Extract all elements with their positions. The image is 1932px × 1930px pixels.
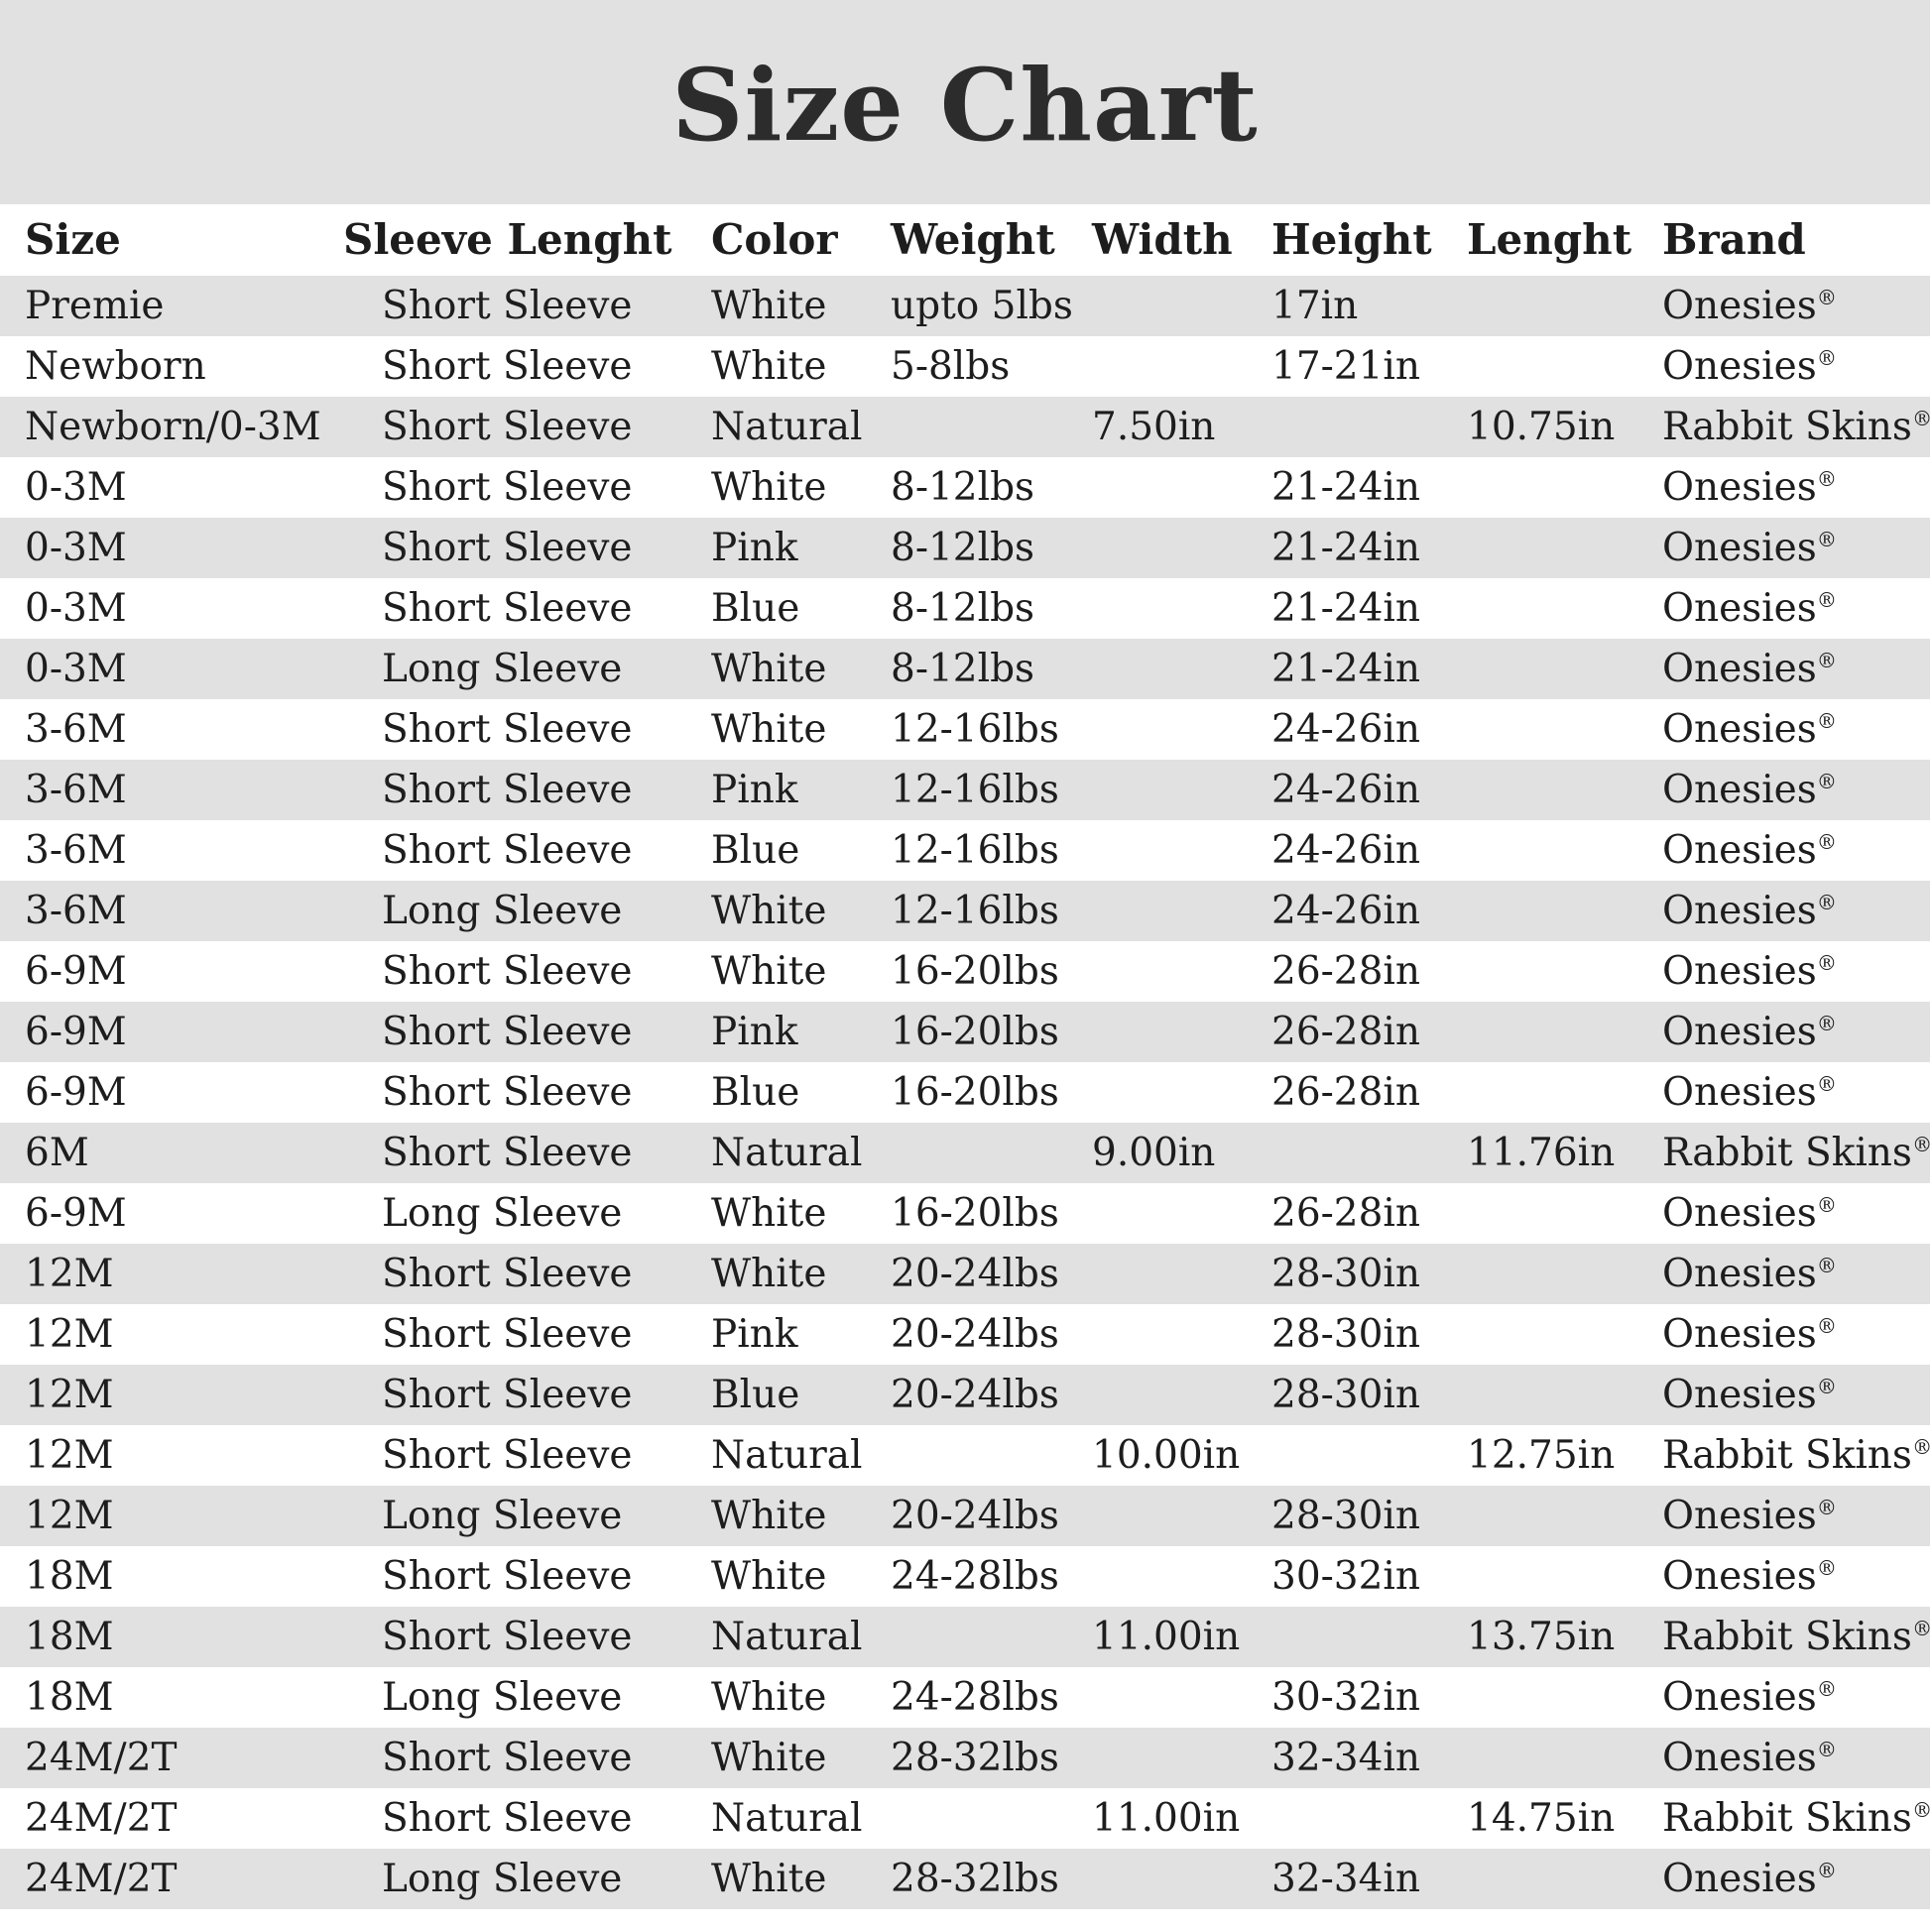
registered-trademark-symbol: ® — [1816, 528, 1838, 551]
table-row — [0, 1183, 1930, 1244]
table-row — [0, 820, 1930, 881]
cell-color: White — [711, 1675, 827, 1720]
cell-height: 24-26in — [1271, 768, 1421, 812]
cell-size: Newborn/0-3M — [25, 405, 321, 449]
cell-width: 11.00in — [1092, 1615, 1241, 1659]
cell-color: White — [711, 647, 827, 691]
table-row — [0, 639, 1930, 699]
header-cell-color: Color — [711, 215, 838, 264]
cell-height: 32-34in — [1271, 1857, 1421, 1901]
header-cell-weight: Weight — [891, 215, 1055, 264]
cell-size: 18M — [25, 1554, 114, 1599]
cell-color: Blue — [711, 828, 800, 873]
cell-sleeve: Short Sleeve — [382, 344, 633, 389]
cell-sleeve: Long Sleeve — [382, 1675, 623, 1720]
cell-color: Pink — [711, 1010, 798, 1054]
cell-color: White — [711, 284, 827, 328]
cell-size: 0-3M — [25, 647, 127, 691]
cell-brand: Rabbit Skins® — [1662, 1433, 1932, 1478]
cell-brand: Onesies® — [1662, 1252, 1838, 1296]
table-row — [0, 1486, 1930, 1546]
cell-color: White — [711, 889, 827, 933]
cell-sleeve: Short Sleeve — [382, 465, 633, 510]
cell-size: 12M — [25, 1433, 114, 1478]
cell-color: Blue — [711, 1373, 800, 1417]
cell-weight: 8-12lbs — [891, 647, 1035, 691]
cell-size: 6-9M — [25, 1010, 127, 1054]
cell-height: 28-30in — [1271, 1373, 1421, 1417]
cell-height: 17in — [1271, 284, 1359, 328]
cell-size: 24M/2T — [25, 1857, 178, 1901]
cell-brand: Onesies® — [1662, 465, 1838, 510]
cell-color: White — [711, 707, 827, 752]
size-chart-table — [0, 204, 1930, 1909]
cell-weight: 16-20lbs — [891, 949, 1059, 994]
cell-sleeve: Short Sleeve — [382, 1252, 633, 1296]
cell-weight: 12-16lbs — [891, 889, 1059, 933]
table-row — [0, 1365, 1930, 1425]
cell-sleeve: Short Sleeve — [382, 1131, 633, 1175]
table-row — [0, 578, 1930, 639]
cell-color: Natural — [711, 1796, 863, 1841]
registered-trademark-symbol: ® — [1816, 1314, 1838, 1338]
cell-size: 12M — [25, 1252, 114, 1296]
cell-width: 9.00in — [1092, 1131, 1216, 1175]
cell-brand: Onesies® — [1662, 1070, 1838, 1115]
cell-color: Blue — [711, 586, 800, 631]
registered-trademark-symbol: ® — [1816, 830, 1838, 854]
table-row — [0, 397, 1930, 457]
cell-sleeve: Short Sleeve — [382, 586, 633, 631]
registered-trademark-symbol: ® — [1816, 1496, 1838, 1519]
cell-brand: Onesies® — [1662, 707, 1838, 752]
cell-brand: Onesies® — [1662, 1554, 1838, 1599]
table-row — [0, 1788, 1930, 1849]
cell-color: White — [711, 1252, 827, 1296]
table-row — [0, 881, 1930, 941]
cell-sleeve: Short Sleeve — [382, 526, 633, 570]
cell-lenght: 12.75in — [1467, 1433, 1616, 1478]
cell-brand: Onesies® — [1662, 949, 1838, 994]
cell-height: 28-30in — [1271, 1494, 1421, 1538]
registered-trademark-symbol: ® — [1911, 1798, 1932, 1822]
cell-size: 3-6M — [25, 707, 127, 752]
cell-height: 21-24in — [1271, 647, 1421, 691]
cell-color: White — [711, 344, 827, 389]
page-title: Size Chart — [671, 47, 1259, 164]
table-row — [0, 699, 1930, 760]
cell-weight: 16-20lbs — [891, 1070, 1059, 1115]
registered-trademark-symbol: ® — [1816, 1859, 1838, 1882]
registered-trademark-symbol: ® — [1816, 286, 1838, 309]
cell-sleeve: Long Sleeve — [382, 889, 623, 933]
cell-sleeve: Short Sleeve — [382, 284, 633, 328]
cell-weight: 24-28lbs — [891, 1554, 1059, 1599]
cell-color: White — [711, 1191, 827, 1236]
cell-size: 6M — [25, 1131, 89, 1175]
cell-size: 18M — [25, 1675, 114, 1720]
cell-size: 3-6M — [25, 828, 127, 873]
table-row — [0, 518, 1930, 578]
cell-sleeve: Short Sleeve — [382, 1312, 633, 1357]
cell-weight: 28-32lbs — [891, 1857, 1059, 1901]
header-cell-brand: Brand — [1662, 215, 1806, 264]
table-row — [0, 1244, 1930, 1304]
cell-sleeve: Short Sleeve — [382, 1010, 633, 1054]
cell-color: White — [711, 1554, 827, 1599]
cell-size: 12M — [25, 1494, 114, 1538]
registered-trademark-symbol: ® — [1816, 891, 1838, 914]
cell-sleeve: Short Sleeve — [382, 405, 633, 449]
cell-weight: 16-20lbs — [891, 1191, 1059, 1236]
cell-brand: Onesies® — [1662, 1373, 1838, 1417]
cell-weight: 24-28lbs — [891, 1675, 1059, 1720]
cell-sleeve: Short Sleeve — [382, 1736, 633, 1780]
cell-height: 28-30in — [1271, 1252, 1421, 1296]
table-row — [0, 1304, 1930, 1365]
cell-sleeve: Long Sleeve — [382, 1494, 623, 1538]
cell-brand: Onesies® — [1662, 284, 1838, 328]
table-row — [0, 1849, 1930, 1909]
registered-trademark-symbol: ® — [1816, 770, 1838, 793]
cell-color: Blue — [711, 1070, 800, 1115]
cell-size: 24M/2T — [25, 1736, 178, 1780]
cell-size: 24M/2T — [25, 1796, 178, 1841]
cell-width: 10.00in — [1092, 1433, 1241, 1478]
cell-weight: 8-12lbs — [891, 465, 1035, 510]
cell-sleeve: Short Sleeve — [382, 1554, 633, 1599]
cell-lenght: 10.75in — [1467, 405, 1616, 449]
cell-sleeve: Short Sleeve — [382, 1373, 633, 1417]
cell-weight: 20-24lbs — [891, 1312, 1059, 1357]
cell-brand: Rabbit Skins® — [1662, 1615, 1932, 1659]
cell-brand: Onesies® — [1662, 647, 1838, 691]
cell-brand: Onesies® — [1662, 1736, 1838, 1780]
table-row — [0, 1667, 1930, 1728]
table-row — [0, 457, 1930, 518]
cell-color: Natural — [711, 1131, 863, 1175]
cell-height: 26-28in — [1271, 1191, 1421, 1236]
cell-height: 24-26in — [1271, 889, 1421, 933]
cell-brand: Onesies® — [1662, 889, 1838, 933]
table-row — [0, 1546, 1930, 1607]
cell-color: Natural — [711, 1615, 863, 1659]
registered-trademark-symbol: ® — [1816, 1677, 1838, 1701]
cell-brand: Onesies® — [1662, 1312, 1838, 1357]
header-cell-lenght: Lenght — [1467, 215, 1632, 264]
cell-color: White — [711, 1736, 827, 1780]
registered-trademark-symbol: ® — [1816, 588, 1838, 612]
cell-sleeve: Short Sleeve — [382, 768, 633, 812]
registered-trademark-symbol: ® — [1816, 1738, 1838, 1761]
cell-size: 0-3M — [25, 526, 127, 570]
cell-size: 6-9M — [25, 1191, 127, 1236]
title-band — [0, 0, 1930, 204]
cell-size: 18M — [25, 1615, 114, 1659]
table-row — [0, 336, 1930, 397]
cell-weight: 12-16lbs — [891, 707, 1059, 752]
cell-brand: Onesies® — [1662, 1675, 1838, 1720]
registered-trademark-symbol: ® — [1816, 1556, 1838, 1580]
cell-sleeve: Short Sleeve — [382, 1796, 633, 1841]
cell-brand: Onesies® — [1662, 586, 1838, 631]
table-body — [0, 276, 1930, 1909]
cell-color: White — [711, 465, 827, 510]
registered-trademark-symbol: ® — [1911, 407, 1932, 430]
cell-sleeve: Short Sleeve — [382, 828, 633, 873]
cell-height: 26-28in — [1271, 949, 1421, 994]
registered-trademark-symbol: ® — [1816, 1193, 1838, 1217]
cell-size: Newborn — [25, 344, 206, 389]
cell-brand: Onesies® — [1662, 1010, 1838, 1054]
cell-brand: Rabbit Skins® — [1662, 1131, 1932, 1175]
cell-height: 32-34in — [1271, 1736, 1421, 1780]
cell-sleeve: Short Sleeve — [382, 1615, 633, 1659]
registered-trademark-symbol: ® — [1911, 1435, 1932, 1459]
cell-brand: Rabbit Skins® — [1662, 1796, 1932, 1841]
header-cell-size: Size — [25, 215, 121, 264]
table-row — [0, 276, 1930, 336]
cell-height: 24-26in — [1271, 707, 1421, 752]
table-row — [0, 941, 1930, 1002]
cell-sleeve: Short Sleeve — [382, 1070, 633, 1115]
cell-sleeve: Long Sleeve — [382, 647, 623, 691]
cell-height: 21-24in — [1271, 465, 1421, 510]
registered-trademark-symbol: ® — [1816, 467, 1838, 491]
cell-width: 7.50in — [1092, 405, 1216, 449]
cell-color: Natural — [711, 1433, 863, 1478]
registered-trademark-symbol: ® — [1816, 1254, 1838, 1277]
cell-weight: 8-12lbs — [891, 526, 1035, 570]
cell-height: 28-30in — [1271, 1312, 1421, 1357]
cell-width: 11.00in — [1092, 1796, 1241, 1841]
cell-color: White — [711, 949, 827, 994]
header-cell-sleeve: Sleeve Lenght — [343, 215, 672, 264]
header-cell-width: Width — [1092, 215, 1233, 264]
cell-height: 21-24in — [1271, 586, 1421, 631]
cell-color: Natural — [711, 405, 863, 449]
cell-color: Pink — [711, 768, 798, 812]
cell-size: 0-3M — [25, 586, 127, 631]
registered-trademark-symbol: ® — [1816, 1072, 1838, 1096]
cell-color: Pink — [711, 526, 798, 570]
cell-height: 17-21in — [1271, 344, 1421, 389]
cell-brand: Onesies® — [1662, 768, 1838, 812]
registered-trademark-symbol: ® — [1816, 1012, 1838, 1035]
table-header-row — [0, 204, 1930, 276]
cell-weight: upto 5lbs — [891, 284, 1073, 328]
cell-brand: Onesies® — [1662, 344, 1838, 389]
registered-trademark-symbol: ® — [1816, 649, 1838, 672]
cell-lenght: 14.75in — [1467, 1796, 1616, 1841]
cell-weight: 20-24lbs — [891, 1494, 1059, 1538]
registered-trademark-symbol: ® — [1911, 1133, 1932, 1156]
table-row — [0, 1062, 1930, 1123]
cell-height: 26-28in — [1271, 1070, 1421, 1115]
cell-brand: Onesies® — [1662, 828, 1838, 873]
table-row — [0, 1425, 1930, 1486]
cell-height: 24-26in — [1271, 828, 1421, 873]
cell-height: 30-32in — [1271, 1675, 1421, 1720]
registered-trademark-symbol: ® — [1816, 709, 1838, 733]
cell-brand: Onesies® — [1662, 1857, 1838, 1901]
header-cell-height: Height — [1271, 215, 1432, 264]
cell-color: Pink — [711, 1312, 798, 1357]
cell-height: 21-24in — [1271, 526, 1421, 570]
cell-sleeve: Long Sleeve — [382, 1857, 623, 1901]
cell-brand: Onesies® — [1662, 1494, 1838, 1538]
cell-color: White — [711, 1857, 827, 1901]
cell-weight: 20-24lbs — [891, 1252, 1059, 1296]
cell-brand: Rabbit Skins® — [1662, 405, 1932, 449]
cell-size: 3-6M — [25, 768, 127, 812]
cell-size: 12M — [25, 1312, 114, 1357]
cell-color: White — [711, 1494, 827, 1538]
cell-size: 12M — [25, 1373, 114, 1417]
cell-brand: Onesies® — [1662, 526, 1838, 570]
registered-trademark-symbol: ® — [1911, 1617, 1932, 1640]
cell-sleeve: Short Sleeve — [382, 1433, 633, 1478]
registered-trademark-symbol: ® — [1816, 346, 1838, 370]
cell-weight: 8-12lbs — [891, 586, 1035, 631]
table-row — [0, 1607, 1930, 1667]
registered-trademark-symbol: ® — [1816, 1375, 1838, 1398]
cell-brand: Onesies® — [1662, 1191, 1838, 1236]
table-row — [0, 1728, 1930, 1788]
cell-weight: 12-16lbs — [891, 768, 1059, 812]
cell-size: 6-9M — [25, 949, 127, 994]
cell-size: 0-3M — [25, 465, 127, 510]
cell-height: 30-32in — [1271, 1554, 1421, 1599]
cell-sleeve: Short Sleeve — [382, 707, 633, 752]
cell-size: 6-9M — [25, 1070, 127, 1115]
cell-lenght: 11.76in — [1467, 1131, 1616, 1175]
cell-sleeve: Long Sleeve — [382, 1191, 623, 1236]
cell-weight: 20-24lbs — [891, 1373, 1059, 1417]
cell-sleeve: Short Sleeve — [382, 949, 633, 994]
cell-height: 26-28in — [1271, 1010, 1421, 1054]
registered-trademark-symbol: ® — [1816, 951, 1838, 975]
cell-lenght: 13.75in — [1467, 1615, 1616, 1659]
cell-weight: 16-20lbs — [891, 1010, 1059, 1054]
cell-weight: 12-16lbs — [891, 828, 1059, 873]
table-row — [0, 1002, 1930, 1062]
cell-weight: 5-8lbs — [891, 344, 1011, 389]
cell-size: 3-6M — [25, 889, 127, 933]
table-row — [0, 760, 1930, 820]
table-row — [0, 1123, 1930, 1183]
cell-size: Premie — [25, 284, 165, 328]
cell-weight: 28-32lbs — [891, 1736, 1059, 1780]
